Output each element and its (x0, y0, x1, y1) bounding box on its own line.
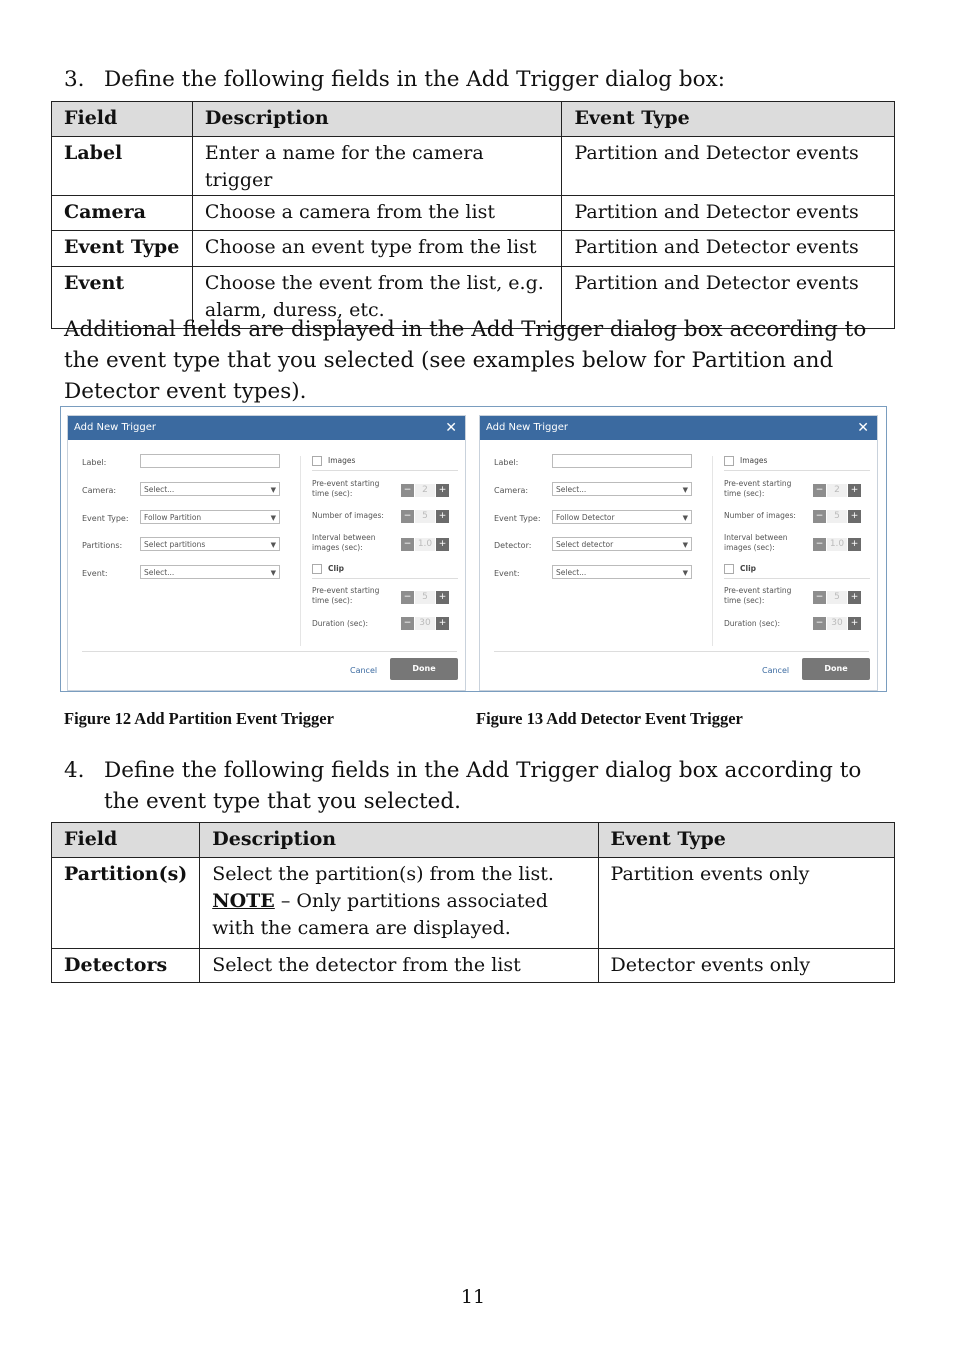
partitions-select[interactable] (140, 537, 280, 551)
description-text: Select the partition(s) from the list. (212, 863, 554, 885)
step-text: Define the following fields in the Add Trigger dialog box according to the event type that you selected. (104, 758, 862, 814)
header-description: Description (192, 102, 562, 137)
table-header-row (52, 823, 895, 858)
minus-icon[interactable]: − (401, 510, 414, 523)
chevron-down-icon: ▼ (270, 514, 276, 522)
table-header-row (52, 102, 895, 137)
close-icon[interactable]: ✕ (445, 420, 457, 436)
event-type-value: Follow Partition (144, 513, 202, 522)
images-checkbox[interactable] (724, 456, 767, 466)
interval-stepper[interactable] (813, 538, 861, 551)
camera-select[interactable] (140, 482, 280, 496)
note-label: NOTE (212, 890, 275, 912)
event-value: Select... (144, 568, 175, 577)
cell-event-type: Partition and Detector events (562, 196, 895, 231)
divider (712, 456, 713, 646)
clip-pre-event-label: Pre-event starting time (sec): (724, 586, 792, 605)
minus-icon[interactable]: − (813, 510, 826, 523)
clip-checkbox[interactable] (312, 564, 344, 574)
step-4 (64, 755, 894, 817)
figure-13-caption: Figure 13 Add Detector Event Trigger (476, 709, 743, 728)
num-images-label: Number of images: (312, 511, 384, 520)
table-row (52, 858, 895, 949)
label-caption: Label: (82, 458, 107, 467)
chevron-down-icon: ▼ (270, 541, 276, 549)
header-description: Description (200, 823, 598, 858)
divider (312, 470, 458, 471)
note-text: – Only partitions associated with the camera are displayed. (212, 890, 548, 939)
label-caption: Label: (494, 458, 519, 467)
event-type-select[interactable] (552, 510, 692, 524)
header-event-type: Event Type (598, 823, 894, 858)
clip-label: Clip (328, 564, 345, 573)
divider (82, 651, 457, 652)
dialog-title: Add New Trigger (486, 422, 569, 433)
interval-stepper[interactable] (401, 538, 449, 551)
minus-icon[interactable]: − (813, 538, 826, 551)
chevron-down-icon: ▼ (682, 486, 688, 494)
partitions-caption: Partitions: (82, 541, 123, 550)
add-detector-trigger-dialog (479, 415, 878, 691)
cell-description: Choose an event type from the list (192, 231, 562, 267)
cell-event-type: Detector events only (598, 949, 894, 983)
plus-icon[interactable]: + (436, 591, 449, 604)
clip-label: Clip (740, 564, 757, 573)
label-input[interactable] (552, 454, 692, 468)
camera-value: Select... (144, 485, 175, 494)
cancel-button[interactable]: Cancel (350, 666, 378, 675)
done-button[interactable]: Done (802, 658, 870, 680)
cell-description (200, 858, 598, 949)
pre-event-value: 2 (415, 484, 435, 497)
step-number: 4. (64, 758, 85, 783)
divider (300, 456, 301, 646)
minus-icon[interactable]: − (813, 484, 826, 497)
table-row (52, 196, 895, 231)
pre-event-value: 2 (827, 484, 847, 497)
clip-pre-event-value: 5 (827, 591, 847, 604)
divider (724, 578, 870, 579)
minus-icon[interactable]: − (401, 591, 414, 604)
pre-event-label: Pre-event starting time (sec): (312, 479, 380, 498)
done-button[interactable]: Done (390, 658, 458, 680)
duration-label: Duration (sec): (312, 619, 368, 628)
add-partition-trigger-dialog (67, 415, 466, 691)
clip-pre-event-label: Pre-event starting time (sec): (312, 586, 380, 605)
chevron-down-icon: ▼ (682, 514, 688, 522)
checkbox-icon (724, 456, 734, 466)
additional-fields-table (51, 822, 895, 983)
cell-field: Event Type (52, 231, 193, 267)
chevron-down-icon: ▼ (270, 569, 276, 577)
cell-description: Choose the event from the list, e.g. alarm, duress, etc. (192, 267, 562, 329)
duration-label: Duration (sec): (724, 619, 780, 628)
plus-icon[interactable]: + (436, 484, 449, 497)
event-type-select[interactable] (140, 510, 280, 524)
table-row (52, 949, 895, 983)
duration-value: 30 (827, 617, 847, 630)
cell-event-type: Partition and Detector events (562, 231, 895, 267)
checkbox-icon (312, 564, 322, 574)
event-type-caption: Event Type: (494, 514, 541, 523)
minus-icon[interactable]: − (401, 538, 414, 551)
dialog-header (68, 416, 465, 440)
minus-icon[interactable]: − (401, 484, 414, 497)
header-field: Field (52, 102, 193, 137)
figure-12-caption: Figure 12 Add Partition Event Trigger (64, 709, 334, 728)
interval-label: Interval between images (sec): (312, 533, 376, 552)
num-images-stepper[interactable] (813, 510, 861, 523)
additional-fields-paragraph: Additional fields are displayed in the Add Trigger dialog box according to the event type that you selected (see examples below for Partition and Detector event types). (64, 317, 867, 404)
num-images-stepper[interactable] (401, 510, 449, 523)
num-images-value: 5 (415, 510, 435, 523)
close-icon[interactable]: ✕ (857, 420, 869, 436)
plus-icon[interactable]: + (848, 510, 861, 523)
num-images-value: 5 (827, 510, 847, 523)
step-number: 3. (64, 67, 85, 92)
minus-icon[interactable]: − (813, 591, 826, 604)
minus-icon[interactable]: − (401, 617, 414, 630)
cell-field: Detectors (52, 949, 200, 983)
plus-icon[interactable]: + (436, 510, 449, 523)
plus-icon[interactable]: + (848, 538, 861, 551)
cell-description: Enter a name for the camera trigger (192, 137, 562, 196)
duration-stepper[interactable] (401, 617, 449, 630)
cell-description: Choose a camera from the list (192, 196, 562, 231)
step-text: Define the following fields in the Add Trigger dialog box: (104, 67, 725, 92)
images-checkbox[interactable] (312, 456, 355, 466)
figure-box (60, 406, 887, 692)
table-row (52, 137, 895, 196)
detector-caption: Detector: (494, 541, 532, 550)
step-3 (64, 64, 725, 95)
interval-value: 1.0 (415, 538, 435, 551)
plus-icon[interactable]: + (436, 617, 449, 630)
dialog-title: Add New Trigger (74, 422, 157, 433)
chevron-down-icon: ▼ (682, 541, 688, 549)
duration-value: 30 (415, 617, 435, 630)
header-field: Field (52, 823, 200, 858)
dialog-header (480, 416, 877, 440)
event-type-caption: Event Type: (82, 514, 129, 523)
chevron-down-icon: ▼ (270, 486, 276, 494)
images-label: Images (328, 456, 356, 465)
images-label: Images (740, 456, 768, 465)
cell-field: Label (52, 137, 193, 196)
cell-event-type: Partition and Detector events (562, 137, 895, 196)
header-event-type: Event Type (562, 102, 895, 137)
detector-select[interactable] (552, 537, 692, 551)
fields-table (51, 101, 895, 329)
divider (312, 578, 458, 579)
num-images-label: Number of images: (724, 511, 796, 520)
page-number: 11 (460, 1286, 486, 1308)
clip-checkbox[interactable] (724, 564, 756, 574)
plus-icon[interactable]: + (848, 617, 861, 630)
cell-field: Partition(s) (52, 858, 200, 949)
checkbox-icon (312, 456, 322, 466)
clip-pre-event-value: 5 (415, 591, 435, 604)
camera-value: Select... (556, 485, 587, 494)
camera-select[interactable] (552, 482, 692, 496)
event-select[interactable] (552, 565, 692, 579)
divider (494, 651, 869, 652)
interval-value: 1.0 (827, 538, 847, 551)
event-caption: Event: (494, 569, 520, 578)
event-caption: Event: (82, 569, 108, 578)
clip-pre-event-stepper[interactable] (813, 591, 861, 604)
interval-label: Interval between images (sec): (724, 533, 788, 552)
cell-field: Event (52, 267, 193, 329)
plus-icon[interactable]: + (848, 591, 861, 604)
plus-icon[interactable]: + (436, 538, 449, 551)
plus-icon[interactable]: + (848, 484, 861, 497)
cell-event-type: Partition events only (598, 858, 894, 949)
checkbox-icon (724, 564, 734, 574)
event-type-value: Follow Detector (556, 513, 615, 522)
pre-event-stepper[interactable] (813, 484, 861, 497)
camera-caption: Camera: (494, 486, 529, 495)
label-input[interactable] (140, 454, 280, 468)
camera-caption: Camera: (82, 486, 117, 495)
event-select[interactable] (140, 565, 280, 579)
partitions-value: Select partitions (144, 540, 206, 549)
cell-description: Select the detector from the list (200, 949, 598, 983)
pre-event-stepper[interactable] (401, 484, 449, 497)
event-value: Select... (556, 568, 587, 577)
duration-stepper[interactable] (813, 617, 861, 630)
chevron-down-icon: ▼ (682, 569, 688, 577)
cell-field: Camera (52, 196, 193, 231)
divider (724, 470, 870, 471)
clip-pre-event-stepper[interactable] (401, 591, 449, 604)
cancel-button[interactable]: Cancel (762, 666, 790, 675)
pre-event-label: Pre-event starting time (sec): (724, 479, 792, 498)
minus-icon[interactable]: − (813, 617, 826, 630)
detector-value: Select detector (556, 540, 614, 549)
cell-event-type: Partition and Detector events (562, 267, 895, 329)
table-row (52, 231, 895, 267)
